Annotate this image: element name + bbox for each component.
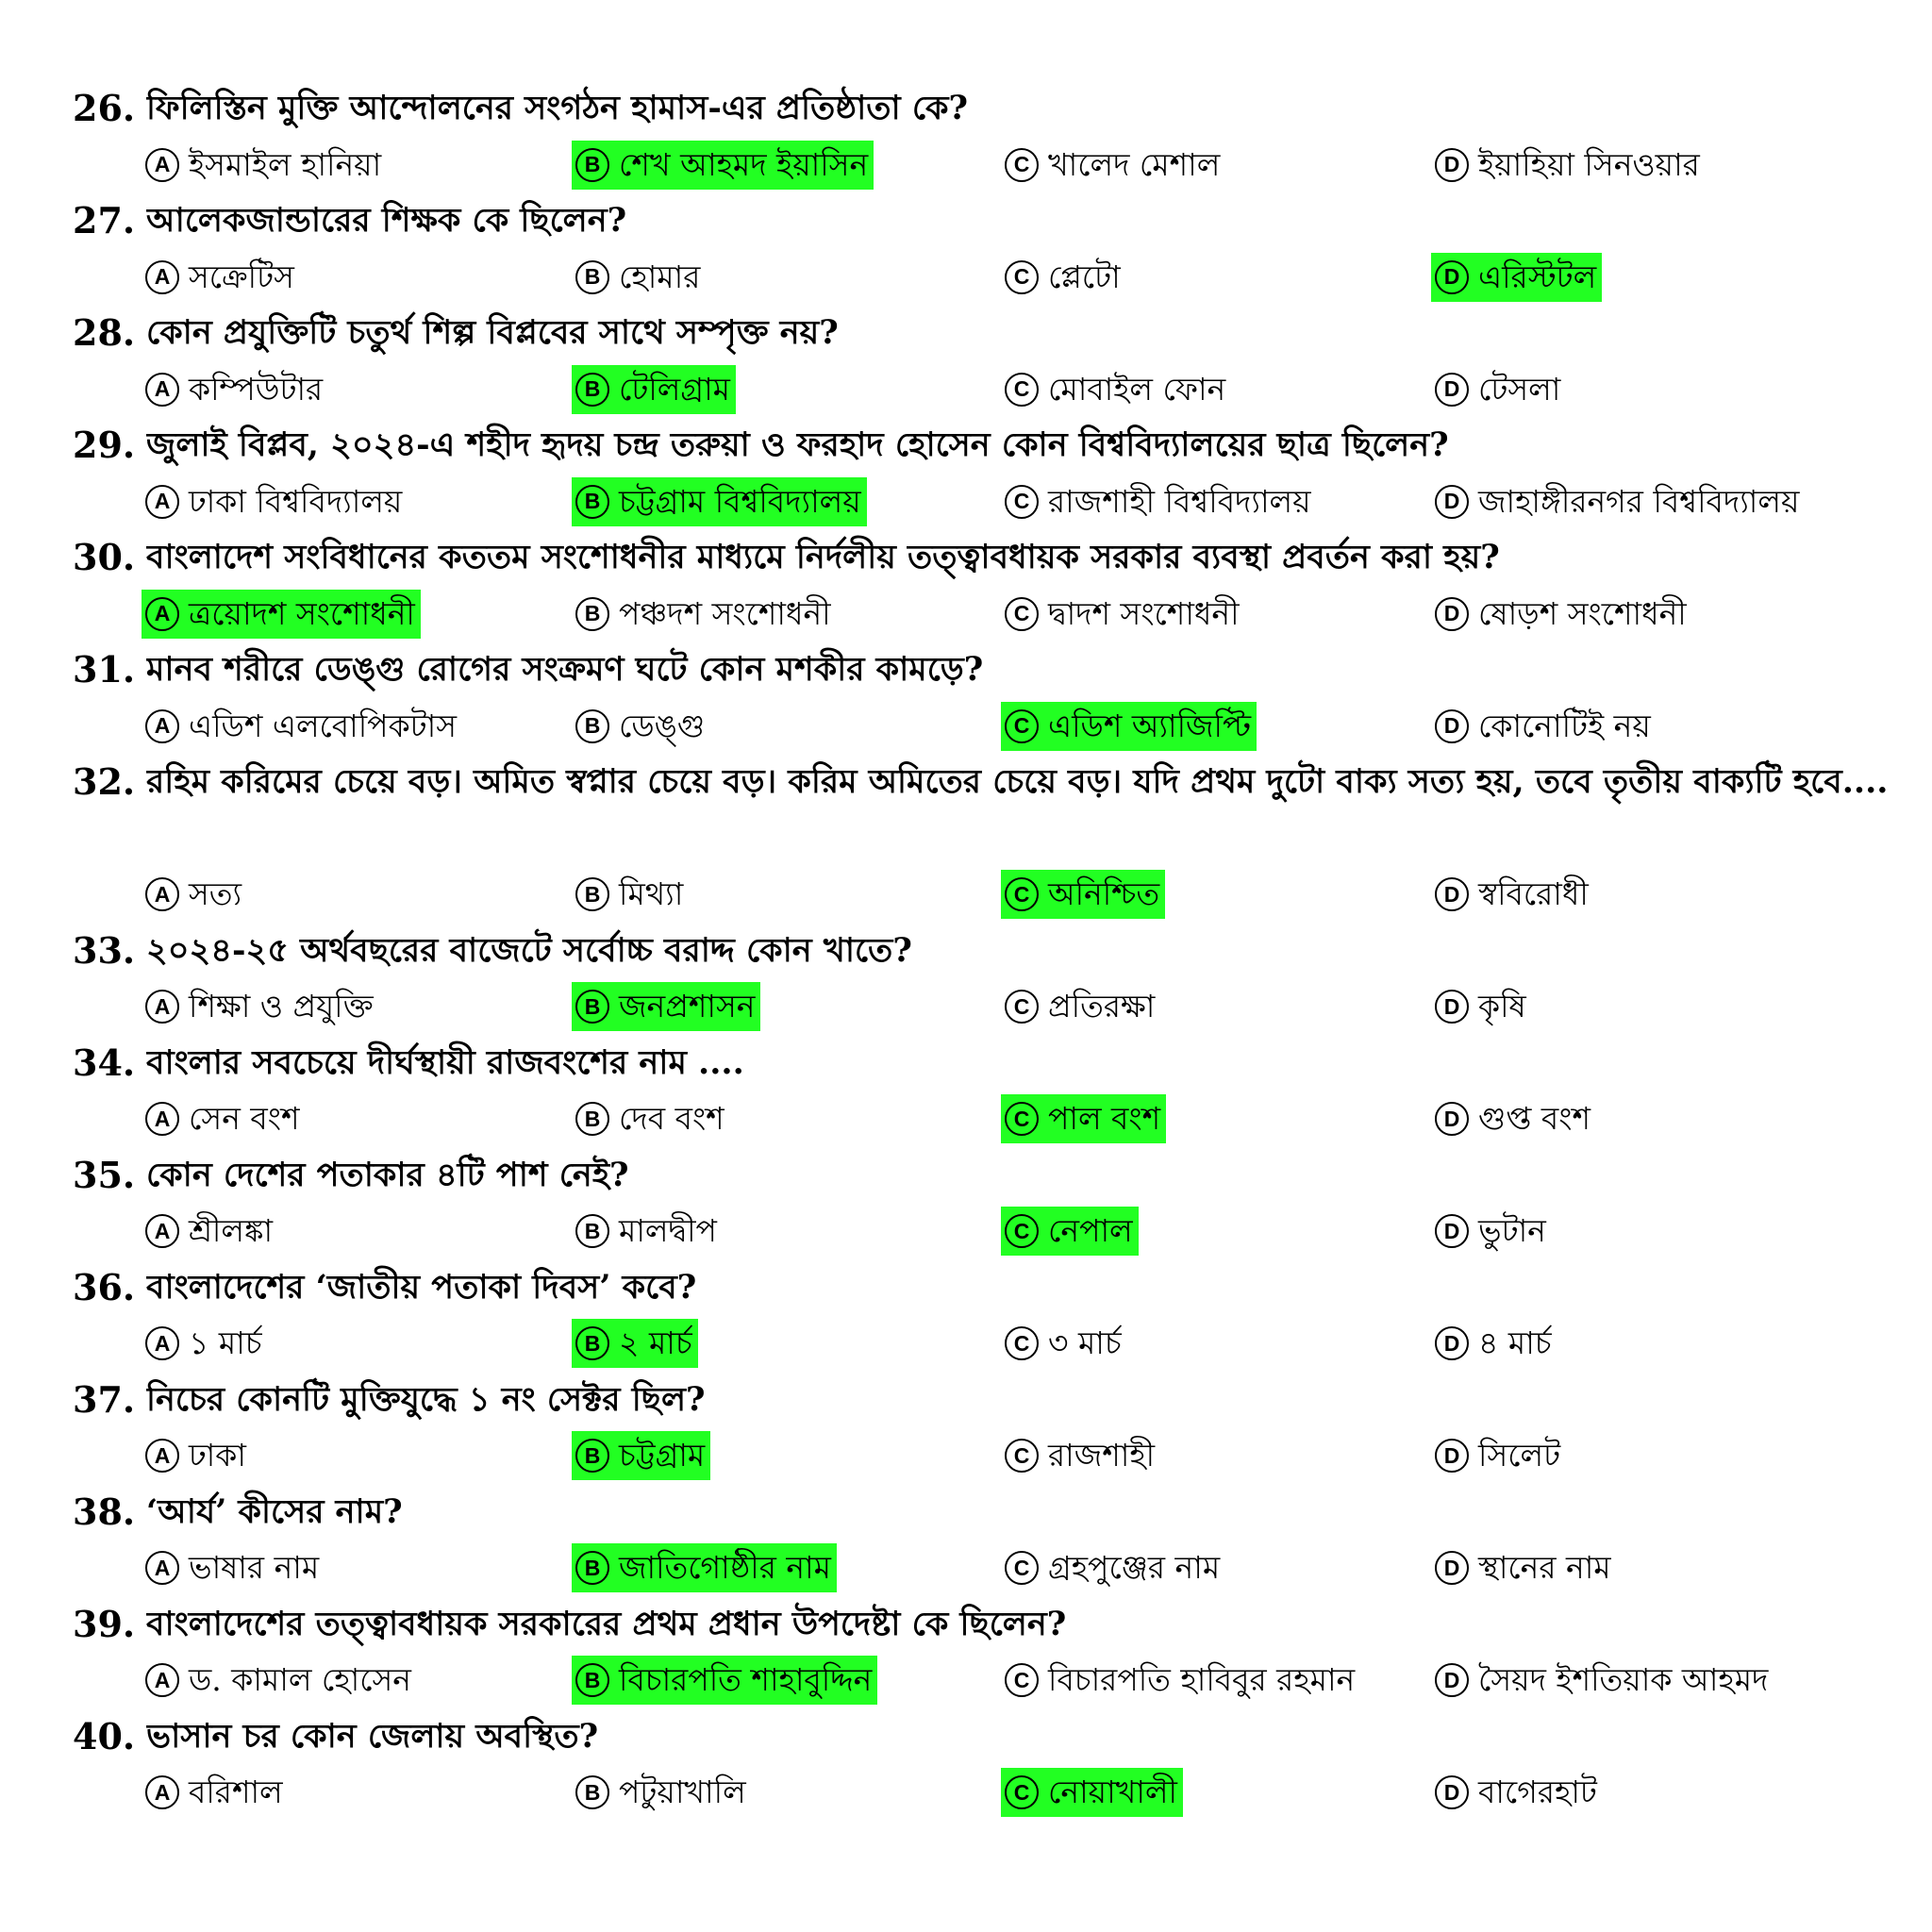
options-row <box>0 698 1932 755</box>
options-row <box>0 1315 1932 1372</box>
option-letter-circle-icon: A <box>145 1663 179 1697</box>
option-text: টেসলা <box>1478 370 1561 408</box>
question-text: বাংলাদেশ সংবিধানের কততম সংশোধনীর মাধ্যমে নির্দলীয় তত্ত্বাবধায়ক সরকার ব্যবস্থা প্রবর্তন করা হয়? <box>146 538 1500 576</box>
option-letter-circle-icon: D <box>1435 1663 1469 1697</box>
question-row <box>0 192 1932 249</box>
question-number: 36. <box>73 1265 136 1308</box>
question-row <box>0 1259 1932 1316</box>
option-text: ৪ মার্চ <box>1478 1324 1552 1361</box>
question-text: জুলাই বিপ্লব, ২০২৪-এ শহীদ হৃদয় চন্দ্র তরুয়া ও ফরহাদ হোসেন কোন বিশ্ববিদ্যালয়ের ছাত্র ছিলেন? <box>146 425 1449 464</box>
option[interactable] <box>1001 477 1317 526</box>
option-letter-circle-icon: A <box>145 260 179 294</box>
option-letter-circle-icon: D <box>1435 877 1469 911</box>
option-text: দেব বংশ <box>619 1100 724 1137</box>
question-number: 31. <box>73 648 136 691</box>
option-text: রাজশাহী <box>1048 1437 1156 1474</box>
question-row <box>0 1484 1932 1541</box>
question-number: 40. <box>73 1714 136 1757</box>
option-letter-circle-icon: B <box>575 1663 609 1697</box>
option-correct[interactable] <box>142 590 421 639</box>
option-text: ২ মার্চ <box>619 1324 692 1361</box>
option-letter-circle-icon: D <box>1435 1326 1469 1360</box>
option[interactable] <box>1001 982 1160 1031</box>
option-text: অনিশ্চিত <box>1048 875 1160 912</box>
option[interactable] <box>572 702 710 751</box>
question-text: নিচের কোনটি মুক্তিযুদ্ধে ১ নং সেক্টর ছিল? <box>146 1379 706 1419</box>
option-letter-circle-icon: A <box>145 148 179 182</box>
option-letter-circle-icon: A <box>145 1214 179 1248</box>
option[interactable] <box>142 702 462 751</box>
option[interactable] <box>1431 590 1692 639</box>
option-text: শেখ আহমদ ইয়াসিন <box>619 145 869 183</box>
option-correct[interactable] <box>572 982 760 1031</box>
option-letter-circle-icon: C <box>1005 1663 1039 1697</box>
question-number: 27. <box>73 199 136 242</box>
question-text: ‘আর্য’ কীসের নাম? <box>146 1491 403 1531</box>
option-letter-circle-icon: B <box>575 709 609 743</box>
option-text: কৃষি <box>1478 988 1526 1024</box>
option[interactable] <box>1431 1094 1596 1143</box>
option-letter-circle-icon: A <box>145 597 179 631</box>
question-row <box>0 1372 1932 1428</box>
option-letter-circle-icon: C <box>1005 709 1039 743</box>
option-text: ষোড়শ সংশোধনী <box>1478 594 1687 632</box>
question-sheet <box>0 80 1932 1821</box>
option-correct[interactable] <box>1001 1094 1166 1143</box>
question-row <box>0 1035 1932 1091</box>
option-text: দ্বাদশ সংশোধনী <box>1048 594 1240 632</box>
question-row <box>0 754 1932 866</box>
option-text: ডেঙ্গু <box>619 707 706 744</box>
option-text: কোনোটিই নয় <box>1478 707 1651 744</box>
option-correct[interactable] <box>1001 1207 1139 1256</box>
question-number: 37. <box>73 1377 136 1421</box>
option[interactable] <box>142 141 387 190</box>
option-letter-circle-icon: C <box>1005 877 1039 911</box>
option-correct[interactable] <box>572 1543 837 1592</box>
option-text: পাল বংশ <box>1048 1100 1161 1137</box>
option-letter-circle-icon: A <box>145 877 179 911</box>
option[interactable] <box>1431 1431 1566 1480</box>
option-letter-circle-icon: B <box>575 1775 609 1809</box>
option[interactable] <box>1431 1656 1774 1705</box>
option-text: জনপ্রশাসন <box>619 988 756 1024</box>
option-letter-circle-icon: D <box>1435 1214 1469 1248</box>
option[interactable] <box>1431 365 1566 414</box>
option-text: ১ মার্চ <box>189 1324 262 1361</box>
option-letter-circle-icon: C <box>1005 1551 1039 1585</box>
question-row <box>0 1596 1932 1653</box>
option-letter-circle-icon: B <box>575 148 609 182</box>
option-correct[interactable] <box>1001 870 1165 919</box>
option-letter-circle-icon: C <box>1005 485 1039 519</box>
option[interactable] <box>1001 590 1245 639</box>
question-text: মানব শরীরে ডেঙ্গু রোগের সংক্রমণ ঘটে কোন মশকীর কামড়ে? <box>146 650 984 689</box>
option-correct[interactable] <box>1001 702 1257 751</box>
option-letter-circle-icon: B <box>575 877 609 911</box>
option-letter-circle-icon: A <box>145 709 179 743</box>
option-text: নেপাল <box>1048 1212 1133 1249</box>
option[interactable] <box>142 1431 252 1480</box>
option-text: হোমার <box>619 258 701 295</box>
question-number: 30. <box>73 536 136 578</box>
option-correct[interactable] <box>1001 1768 1183 1817</box>
option-letter-circle-icon: A <box>145 1775 179 1809</box>
option[interactable] <box>572 590 837 639</box>
option-text: ভুটান <box>1478 1212 1546 1249</box>
option-letter-circle-icon: A <box>145 1551 179 1585</box>
question-number: 33. <box>73 928 136 972</box>
option[interactable] <box>1431 1543 1617 1592</box>
question-text: ২০২৪-২৫ অর্থবছরের বাজেটে সর্বোচ্চ বরাদ্দ কোন খাতে? <box>146 930 912 970</box>
question-row <box>0 80 1932 137</box>
options-row <box>0 1540 1932 1596</box>
option[interactable] <box>142 1656 417 1705</box>
option[interactable] <box>142 1094 305 1143</box>
option-text: গুপ্ত বংশ <box>1478 1100 1591 1137</box>
question-text: বাংলার সবচেয়ে দীর্ঘস্থায়ী রাজবংশের নাম .... <box>146 1042 744 1082</box>
option[interactable] <box>142 1768 289 1817</box>
option[interactable] <box>1431 1207 1552 1256</box>
option-correct[interactable] <box>572 1319 698 1368</box>
option-letter-circle-icon: B <box>575 1214 609 1248</box>
option[interactable] <box>1001 1431 1160 1480</box>
option-letter-circle-icon: D <box>1435 148 1469 182</box>
option-text: স্ববিরোধী <box>1478 875 1589 912</box>
option-text: চট্টগ্রাম <box>619 1437 706 1474</box>
option-text: সৈয়দ ইশতিয়াক আহমদ <box>1478 1661 1769 1698</box>
option-letter-circle-icon: D <box>1435 260 1469 294</box>
option-text: ড. কামাল হোসেন <box>189 1661 411 1698</box>
option-text: ত্রয়োদশ সংশোধনী <box>189 594 415 632</box>
option-letter-circle-icon: A <box>145 1439 179 1473</box>
option[interactable] <box>572 253 706 302</box>
option[interactable] <box>142 253 300 302</box>
option-text: সেন বংশ <box>189 1100 300 1137</box>
option-text: ভাষার নাম <box>189 1549 320 1586</box>
question-row <box>0 923 1932 979</box>
question-text: বাংলাদেশের ‘জাতীয় পতাকা দিবস’ কবে? <box>146 1267 697 1307</box>
option-correct[interactable] <box>1431 253 1602 302</box>
option-text: খালেদ মেশাল <box>1048 145 1221 183</box>
option-letter-circle-icon: C <box>1005 1214 1039 1248</box>
question-row <box>0 417 1932 474</box>
option-letter-circle-icon: B <box>575 597 609 631</box>
question-text: আলেকজান্ডারের শিক্ষক কে ছিলেন? <box>146 201 627 240</box>
option-text: বাগেরহাট <box>1478 1774 1597 1810</box>
option-text: সত্য <box>189 875 242 912</box>
options-row <box>0 249 1932 306</box>
question-number: 26. <box>73 87 136 129</box>
option-text: ৩ মার্চ <box>1048 1324 1122 1361</box>
option-letter-circle-icon: C <box>1005 990 1039 1024</box>
option-text: সক্রেটিস <box>189 258 294 295</box>
option[interactable] <box>572 1094 730 1143</box>
option-letter-circle-icon: B <box>575 990 609 1024</box>
option-letter-circle-icon: A <box>145 1326 179 1360</box>
option-text: নোয়াখালী <box>1048 1774 1177 1810</box>
question-number: 39. <box>73 1602 136 1645</box>
option[interactable] <box>1001 141 1225 190</box>
option-text: জাতিগোষ্ঠীর নাম <box>619 1549 831 1586</box>
option-letter-circle-icon: C <box>1005 373 1039 407</box>
option-correct[interactable] <box>572 1431 710 1480</box>
option-text: বিচারপতি হাবিবুর রহমান <box>1048 1661 1356 1698</box>
option-letter-circle-icon: A <box>145 373 179 407</box>
option-letter-circle-icon: D <box>1435 485 1469 519</box>
question-row <box>0 1708 1932 1765</box>
option-letter-circle-icon: B <box>575 260 609 294</box>
option-correct[interactable] <box>572 477 867 526</box>
option-text: প্লেটো <box>1048 258 1121 295</box>
option-text: পটুয়াখালি <box>619 1774 746 1810</box>
question-row <box>0 305 1932 361</box>
options-row <box>0 1091 1932 1147</box>
option-letter-circle-icon: D <box>1435 1775 1469 1809</box>
option-text: বিচারপতি শাহাবুদ্দিন <box>619 1661 873 1698</box>
option-letter-circle-icon: B <box>575 373 609 407</box>
option[interactable] <box>142 1207 278 1256</box>
option-letter-circle-icon: B <box>575 485 609 519</box>
question-text: কোন দেশের পতাকার ৪টি পাশ নেই? <box>146 1155 629 1194</box>
options-row <box>0 978 1932 1035</box>
question-text: বাংলাদেশের তত্ত্বাবধায়ক সরকারের প্রথম প্রধান উপদেষ্টা কে ছিলেন? <box>146 1604 1067 1643</box>
option-text: এরিস্টটল <box>1478 258 1597 295</box>
option-text: ঢাকা <box>189 1437 246 1474</box>
option-text: মোবাইল ফোন <box>1048 370 1226 408</box>
option-letter-circle-icon: C <box>1005 260 1039 294</box>
option[interactable] <box>572 1207 723 1256</box>
option[interactable] <box>142 870 247 919</box>
options-row <box>0 1203 1932 1259</box>
option[interactable] <box>142 982 379 1031</box>
options-row <box>0 137 1932 193</box>
option[interactable] <box>1431 982 1532 1031</box>
option-letter-circle-icon: D <box>1435 709 1469 743</box>
option-letter-circle-icon: D <box>1435 1551 1469 1585</box>
option[interactable] <box>572 870 689 919</box>
option-text: শিক্ষা ও প্রযুক্তি <box>189 988 374 1024</box>
option-text: গ্রহপুঞ্জের নাম <box>1048 1549 1221 1586</box>
option-text: প্রতিরক্ষা <box>1048 988 1156 1024</box>
option-letter-circle-icon: C <box>1005 597 1039 631</box>
option-text: শ্রীলঙ্কা <box>189 1212 274 1249</box>
option-text: স্থানের নাম <box>1478 1549 1611 1586</box>
option[interactable] <box>1001 1656 1360 1705</box>
option-letter-circle-icon: C <box>1005 148 1039 182</box>
option[interactable] <box>1431 870 1594 919</box>
option-text: ইয়াহিয়া সিনওয়ার <box>1478 145 1700 183</box>
option-letter-circle-icon: D <box>1435 1102 1469 1136</box>
option-text: জাহাঙ্গীরনগর বিশ্ববিদ্যালয় <box>1478 482 1800 520</box>
option-text: ঢাকা বিশ্ববিদ্যালয় <box>189 482 403 520</box>
option-letter-circle-icon: A <box>145 990 179 1024</box>
option-text: টেলিগ্রাম <box>619 370 731 408</box>
option[interactable] <box>1001 1319 1127 1368</box>
option-text: রাজশাহী বিশ্ববিদ্যালয় <box>1048 482 1311 520</box>
option-text: মিথ্যা <box>619 875 684 912</box>
option[interactable] <box>1431 477 1805 526</box>
option[interactable] <box>1431 141 1706 190</box>
options-row <box>0 866 1932 923</box>
option-letter-circle-icon: D <box>1435 990 1469 1024</box>
option[interactable] <box>142 365 328 414</box>
question-number: 38. <box>73 1490 136 1533</box>
option-correct[interactable] <box>572 365 736 414</box>
option-letter-circle-icon: C <box>1005 1439 1039 1473</box>
option-text: পঞ্চদশ সংশোধনী <box>619 594 831 632</box>
option-letter-circle-icon: D <box>1435 1439 1469 1473</box>
option[interactable] <box>142 477 408 526</box>
question-text: কোন প্রযুক্তিটি চতুর্থ শিল্প বিপ্লবের সাথে সম্পৃক্ত নয়? <box>146 313 839 352</box>
options-row <box>0 474 1932 530</box>
question-text: ফিলিস্তিন মুক্তি আন্দোলনের সংগঠন হামাস-এর প্রতিষ্ঠাতা কে? <box>146 89 969 127</box>
options-row <box>0 361 1932 418</box>
question-text: রহিম করিমের চেয়ে বড়। অমিত স্বপ্নার চেয়ে বড়। করিম অমিতের চেয়ে বড়। যদি প্রথম দুটো বাক্য সত্য হয়, তবে তৃতীয় বাক্যটি হবে.... <box>146 762 1889 801</box>
option[interactable] <box>142 1319 268 1368</box>
option-letter-circle-icon: B <box>575 1102 609 1136</box>
option-text: চট্টগ্রাম বিশ্ববিদ্যালয় <box>619 482 861 520</box>
option-letter-circle-icon: C <box>1005 1326 1039 1360</box>
options-row <box>0 1427 1932 1484</box>
option-letter-circle-icon: B <box>575 1326 609 1360</box>
option-letter-circle-icon: D <box>1435 373 1469 407</box>
option[interactable] <box>1001 365 1231 414</box>
option[interactable] <box>1001 1543 1225 1592</box>
question-number: 29. <box>73 424 136 466</box>
question-row <box>0 529 1932 586</box>
option[interactable] <box>1001 253 1126 302</box>
option-letter-circle-icon: A <box>145 485 179 519</box>
option-letter-circle-icon: B <box>575 1551 609 1585</box>
option-letter-circle-icon: A <box>145 1102 179 1136</box>
option[interactable] <box>1431 1319 1557 1368</box>
option[interactable] <box>1431 702 1657 751</box>
option-correct[interactable] <box>572 141 874 190</box>
question-row <box>0 1147 1932 1204</box>
option-text: বরিশাল <box>189 1774 283 1810</box>
option[interactable] <box>142 1543 325 1592</box>
option-letter-circle-icon: C <box>1005 1102 1039 1136</box>
option-text: ইসমাইল হানিয়া <box>189 145 382 183</box>
option-text: এডিশ এলবোপিকটাস <box>189 707 458 744</box>
question-row <box>0 641 1932 698</box>
option-letter-circle-icon: B <box>575 1439 609 1473</box>
option-text: মালদ্বীপ <box>619 1212 717 1249</box>
question-number: 34. <box>73 1041 136 1084</box>
question-number: 32. <box>73 760 136 803</box>
option-text: সিলেট <box>1478 1437 1561 1474</box>
options-row <box>0 586 1932 642</box>
question-number: 35. <box>73 1153 136 1196</box>
option[interactable] <box>572 1768 752 1817</box>
option-letter-circle-icon: C <box>1005 1775 1039 1809</box>
options-row <box>0 1652 1932 1708</box>
question-text: ভাসান চর কোন জেলায় অবস্থিত? <box>146 1716 599 1756</box>
options-row <box>0 1764 1932 1821</box>
option-text: কম্পিউটার <box>189 370 324 408</box>
question-number: 28. <box>73 311 136 354</box>
option[interactable] <box>1431 1768 1603 1817</box>
option-letter-circle-icon: D <box>1435 597 1469 631</box>
option-text: এডিশ অ্যাজিপ্টি <box>1048 707 1252 744</box>
option-correct[interactable] <box>572 1656 877 1705</box>
